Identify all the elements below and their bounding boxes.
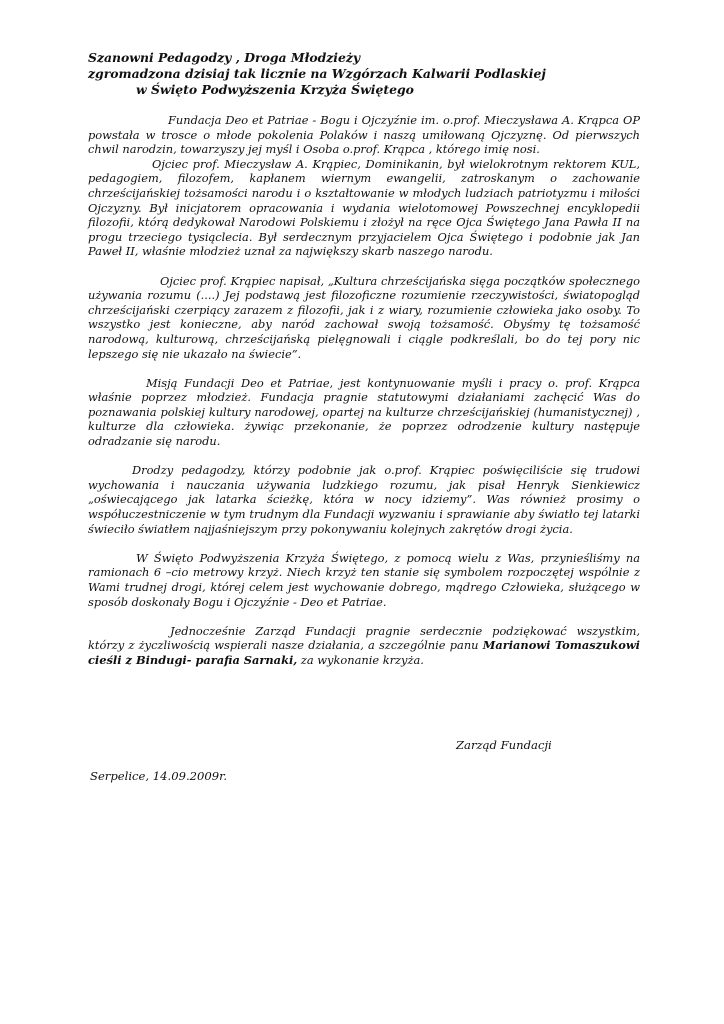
salutation-header	[88, 50, 648, 98]
salutation-line-1: Szanowni Pedagodzy , Droga Młodzieży	[88, 50, 361, 65]
paragraph-educators: Drodzy pedagodzy, którzy podobnie jak o.prof. Krąpiec poświęciliście się trudowi wychowania i nauczania używania ludzkiego rozumu, jak pisał Henryk Sienkiewicz „oświecającego jak latarka ścieżkę, która w nocy idziemy”. Was również prosimy o współuczestniczenie w tym trudnym dla Fundacji wyzwaniu i sprawianie aby światło tej latarki świeciło światłem najjaśniejszym przy pokonywaniu kolejnych zakrętów drogi życia.	[88, 463, 640, 536]
salutation-line-3: w Święto Podwyższenia Krzyża Świętego	[136, 82, 414, 97]
thanks-text-start: Jednocześnie Zarząd Fundacji pragnie serdecznie podziękować wszystkim, którzy z życzliwością wspierali nasze działania, a szczególnie panu	[88, 623, 640, 653]
thanks-recipient: Marianowi Tomaszukowi cieśli z Bindugi- parafia Sarnaki,	[88, 638, 640, 667]
paragraph-foundation-mission: Misją Fundacji Deo et Patriae, jest kontynuowanie myśli i pracy o. prof. Krąpca właśnie poprzez młodzież. Fundacja pragnie statutowymi działaniami zachęcić Was do poznawania polskiej kultury narodowej, opartej na kulturze chrześcijańskiej (humanistycznej) , kulturze dla człowieka. żywiąc przekonanie, że poprzez odrodzenie kultury następuje odradzanie się narodu.	[88, 375, 640, 449]
signature: Zarząd Fundacji	[456, 738, 552, 752]
paragraph-krapiec-quote: Ojciec prof. Krąpiec napisał, „Kultura chrześcijańska sięga początków społecznego używania rozumu (....) Jej podstawą jest filozoficzne rozumienie rzeczywistości, światopogląd chrześcijański czerpiący zarazem z filozofii, jak i z wiary, rozumienie człowieka jako osoby. To wszystko jest konieczne, aby naród zachował swoją tożsamość. Obyśmy tę tożsamość narodową, kulturową, chrześcijańską pielęgnowali i ciągle podkreślali, bo do tej pory nic lepszego się nie ukazało na świecie”.	[88, 273, 640, 361]
paragraph-foundation-intro: Fundacja Deo et Patriae - Bogu i Ojczyźnie im. o.prof. Mieczysława A. Krąpca OP powstała w trosce o młode pokolenia Polaków i naszą umiłowaną Ojczyznę. Od pierwszych chwil narodzin, towarzyszy jej myśl i Osoba o.prof. Krąpca , którego imię nosi.	[88, 113, 640, 157]
paragraph-cross: W Święto Podwyższenia Krzyża Świętego, z pomocą wielu z Was, przynieśliśmy na ramionach 6 –cio metrowy krzyż. Niech krzyż ten stanie się symbolem rozpoczętej wspólnie z Wami trudnej drogi, której celem jest wychowanie dobrego, mądrego Człowieka, służącego w sposób doskonały Bogu i Ojczyźnie - Deo et Patriae.	[88, 550, 640, 609]
salutation-line-2: zgromadzona dzisiaj tak licznie na Wzgórzach Kalwarii Podlaskiej	[88, 66, 546, 81]
paragraph-thanks	[88, 624, 640, 668]
thanks-text-end: za wykonanie krzyża.	[297, 652, 424, 667]
paragraph-krapiec-bio: Ojciec prof. Mieczysław A. Krąpiec, Dominikanin, był wielokrotnym rektorem KUL, pedagogiem, filozofem, kapłanem wiernym ewangelii, zatroskanym o zachowanie chrześcijańskiej tożsamości narodu i o kształtowanie w młodych ludziach patriotyzmu i miłości Ojczyzny. Był inicjatorem opracowania i wydania wielotomowej Powszechnej encyklopedii filozofii, którą dedykował Narodowi Polskiemu i złożył na ręce Ojca Świętego Jana Pawła II na progu trzeciego tysiąclecia. Był serdecznym przyjacielem Ojca Świętego i podobnie jak Jan Paweł II, właśnie młodzież uznał za największy skarb naszego narodu.	[88, 156, 640, 259]
place-date: Serpelice, 14.09.2009r.	[90, 769, 228, 783]
letter-body	[88, 113, 640, 668]
